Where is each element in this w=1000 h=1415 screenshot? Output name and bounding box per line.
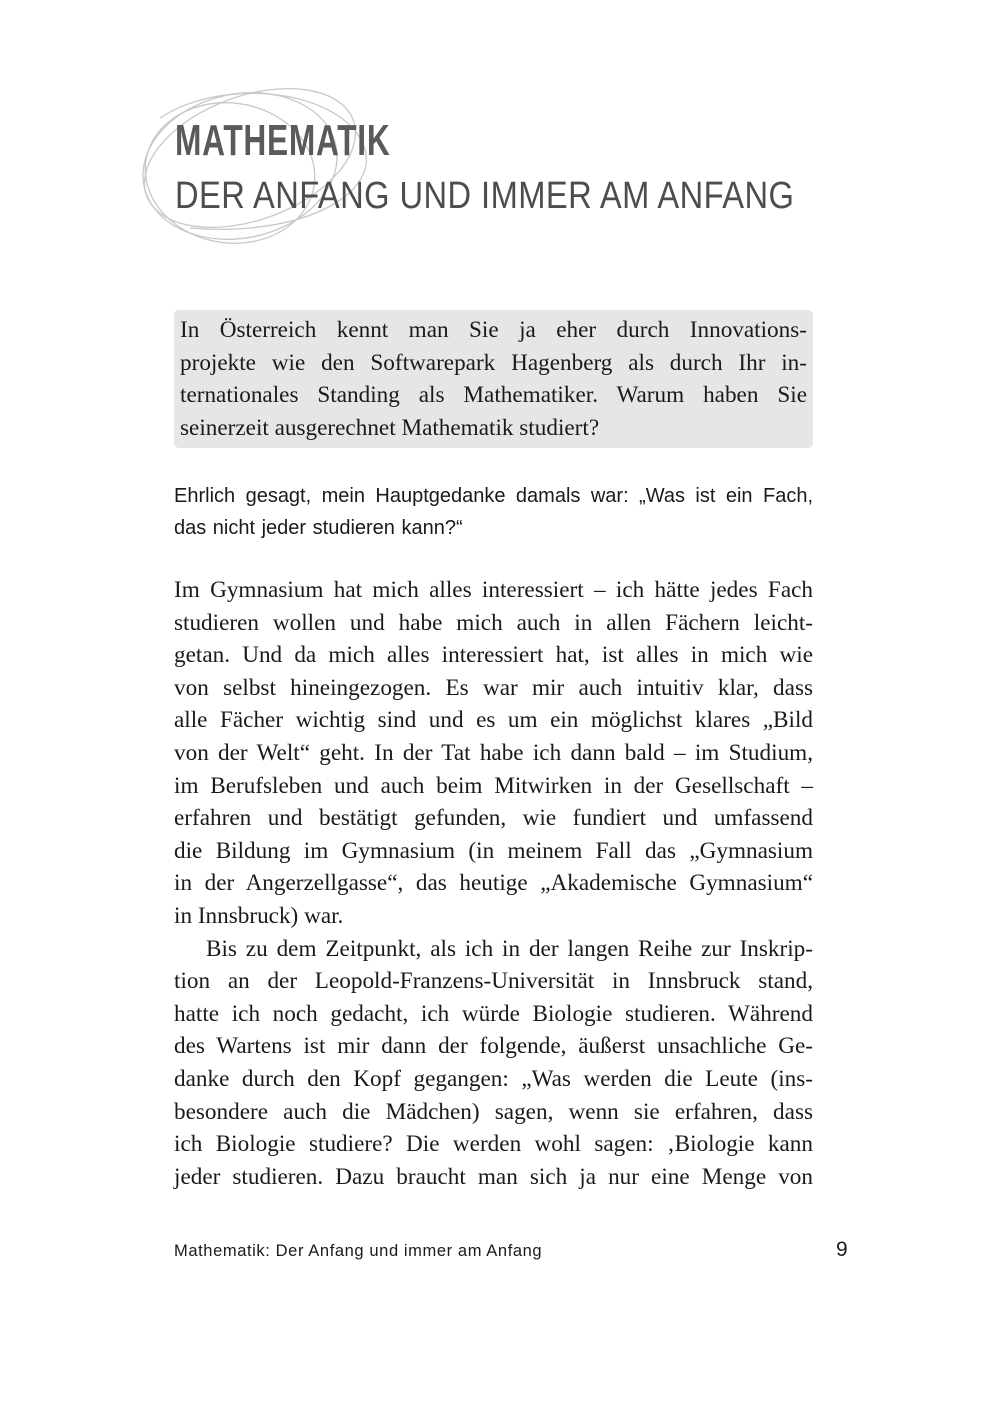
body-line: im Berufsleben und auch beim Mitwirken in der Gesellschaft –: [174, 772, 813, 799]
body-line: erfahren und bestätigt gefunden, wie fundiert und umfassend: [174, 805, 813, 832]
question-line: projekte wie den Softwarepark Hagenberg als durch Ihr in-: [180, 349, 807, 376]
answer-lead-line: Ehrlich gesagt, mein Hauptgedanke damals war: „Was ist ein Fach,: [174, 485, 813, 507]
body-line: danke durch den Kopf gegangen: „Was werden die Leute (ins-: [174, 1065, 813, 1092]
body-line: Im Gymnasium hat mich alles interessiert – ich hätte jedes Fach: [174, 577, 813, 603]
chapter-subtitle: DER ANFANG UND IMMER AM ANFANG: [175, 175, 795, 217]
answer-lead: [174, 480, 813, 544]
body-line: ich Biologie studiere? Die werden wohl sagen: ‚Biologie kann: [174, 1131, 813, 1158]
body-line: in der Angerzellgasse“, das heutige „Akademische Gymnasium“: [174, 870, 813, 897]
body-line: hatte ich noch gedacht, ich würde Biologie studieren. Während: [174, 1000, 813, 1027]
paragraph: [174, 933, 813, 1194]
body-line: getan. Und da mich alles interessiert hat, ist alles in mich wie: [174, 642, 813, 669]
page-number: 9: [836, 1238, 848, 1261]
body-line: von selbst hineingezogen. Es war mir auch intuitiv klar, dass: [174, 674, 813, 701]
interview-question: [174, 314, 813, 444]
interview-question-box: [174, 310, 813, 448]
chapter-title: MATHEMATIK: [175, 116, 391, 165]
body-line: besondere auch die Mädchen) sagen, wenn sie erfahren, dass: [174, 1098, 813, 1125]
body-line: die Bildung im Gymnasium (in meinem Fall das „Gymnasium: [174, 837, 813, 864]
body-line: in Innsbruck) war.: [174, 902, 344, 929]
answer-lead-line: das nicht jeder studieren kann?“: [174, 517, 463, 539]
question-line: seinerzeit ausgerechnet Mathematik studiert?: [180, 414, 600, 441]
question-line: ternationales Standing als Mathematiker. Warum haben Sie: [180, 382, 807, 408]
body-line: des Wartens ist mir dann der folgende, äußerst unsachliche Ge-: [174, 1033, 813, 1060]
body-text: [174, 574, 813, 1193]
question-line: In Österreich kennt man Sie ja eher durch Innovations-: [180, 317, 807, 343]
body-line: von der Welt“ geht. In der Tat habe ich dann bald – im Studium,: [174, 739, 813, 766]
running-footer-title: Mathematik: Der Anfang und immer am Anfang: [174, 1242, 543, 1260]
body-line: tion an der Leopold-Franzens-Universität in Innsbruck stand,: [174, 968, 813, 995]
body-line: studieren wollen und habe mich auch in allen Fächern leicht-: [174, 609, 813, 636]
body-line: alle Fächer wichtig sind und es um ein möglichst klares „Bild: [174, 707, 813, 734]
body-line: jeder studieren. Dazu braucht man sich ja nur eine Menge von: [174, 1163, 813, 1190]
body-line: Bis zu dem Zeitpunkt, als ich in der langen Reihe zur Inskrip-: [206, 935, 813, 962]
paragraph: [174, 574, 813, 933]
